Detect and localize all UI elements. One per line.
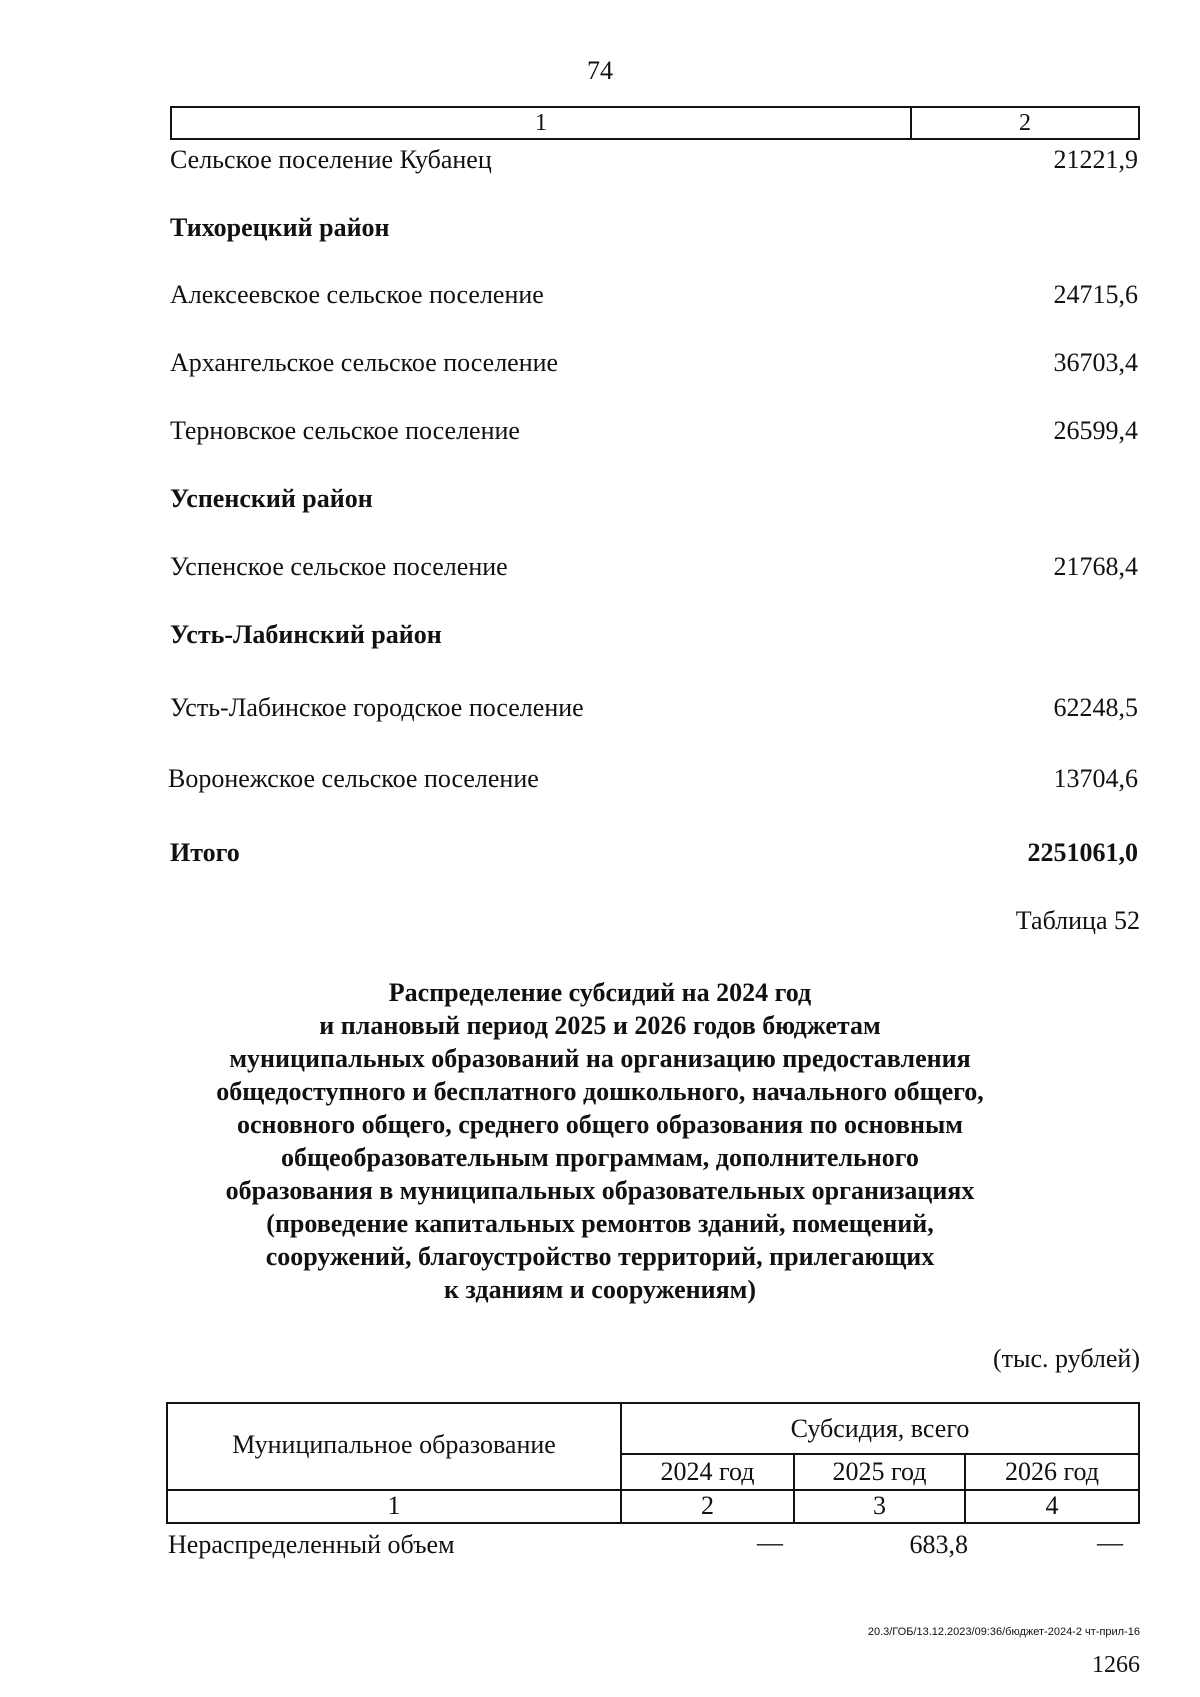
document-code: 20.3/ГОБ/13.12.2023/09:36/бюджет-2024-2 чт-прил-16 [867, 1626, 1140, 1638]
row-value: 21221,9 [1053, 145, 1138, 174]
units-label: (тыс. рублей) [992, 1344, 1140, 1373]
table-caption: Таблица 52 [1015, 906, 1140, 935]
row-label: Успенское сельское поселение [170, 552, 508, 581]
header-municipality: Муниципальное образование [232, 1430, 556, 1459]
row-label: Терновское сельское поселение [170, 416, 520, 445]
row-label: Алексеевское сельское поселение [170, 280, 544, 309]
table-row-2026: — [1097, 1528, 1123, 1557]
row-value: 62248,5 [1053, 693, 1138, 722]
title-line: общеобразовательным программам, дополнительного [281, 1143, 919, 1172]
column-number-2: 2 [701, 1491, 714, 1520]
total-value: 2251061,0 [1027, 838, 1138, 867]
row-label: Усть-Лабинское городское поселение [170, 693, 584, 722]
district-heading: Тихорецкий район [170, 213, 390, 242]
row-value: 36703,4 [1053, 348, 1138, 377]
district-heading: Усть-Лабинский район [170, 620, 442, 649]
title-line: основного общего, среднего общего образования по основным [237, 1110, 963, 1139]
title-line: Распределение субсидий на 2024 год [388, 978, 812, 1007]
table-title [150, 976, 1050, 1306]
title-line: муниципальных образований на организацию предоставления [229, 1044, 971, 1073]
subsidy-table [166, 1402, 1140, 1524]
row-label: Воронежское сельское поселение [168, 764, 539, 793]
column-header-1: 1 [172, 108, 912, 138]
table-row-2024: — [757, 1528, 783, 1557]
row-label: Сельское поселение Кубанец [170, 145, 492, 174]
row-label: Архангельское сельское поселение [170, 348, 559, 377]
row-value: 24715,6 [1053, 280, 1138, 309]
title-line: сооружений, благоустройство территорий, прилегающих [265, 1242, 935, 1271]
row-value: 21768,4 [1053, 552, 1138, 581]
title-line: общедоступного и бесплатного дошкольного, начального общего, [216, 1077, 984, 1106]
table-row-label: Нераспределенный объем [168, 1530, 455, 1559]
district-heading: Успенский район [170, 484, 373, 513]
column-number-1: 1 [387, 1491, 401, 1520]
sheet-number: 1266 [1092, 1652, 1140, 1678]
title-line: (проведение капитальных ремонтов зданий, помещений, [266, 1209, 934, 1238]
title-line: и плановый период 2025 и 2026 годов бюджетам [319, 1011, 881, 1040]
grid-line [622, 1453, 1138, 1455]
page-number: 74 [587, 56, 613, 85]
row-value: 13704,6 [1053, 764, 1138, 793]
title-line: образования в муниципальных образовательных организациях [225, 1176, 975, 1205]
total-label: Итого [170, 838, 240, 867]
row-value: 26599,4 [1053, 416, 1138, 445]
column-number-3: 3 [873, 1491, 886, 1520]
column-header-2: 2 [1019, 110, 1031, 136]
column-number-4: 4 [1045, 1491, 1059, 1520]
title-line: к зданиям и сооружениям) [443, 1275, 757, 1304]
header-year-2024: 2024 год [660, 1457, 755, 1486]
column-header-table [170, 106, 1140, 140]
table-row-2025: 683,8 [909, 1530, 968, 1559]
header-subsidy-total: Субсидия, всего [790, 1414, 970, 1443]
header-year-2025: 2025 год [832, 1457, 927, 1486]
header-year-2026: 2026 год [1005, 1457, 1099, 1486]
